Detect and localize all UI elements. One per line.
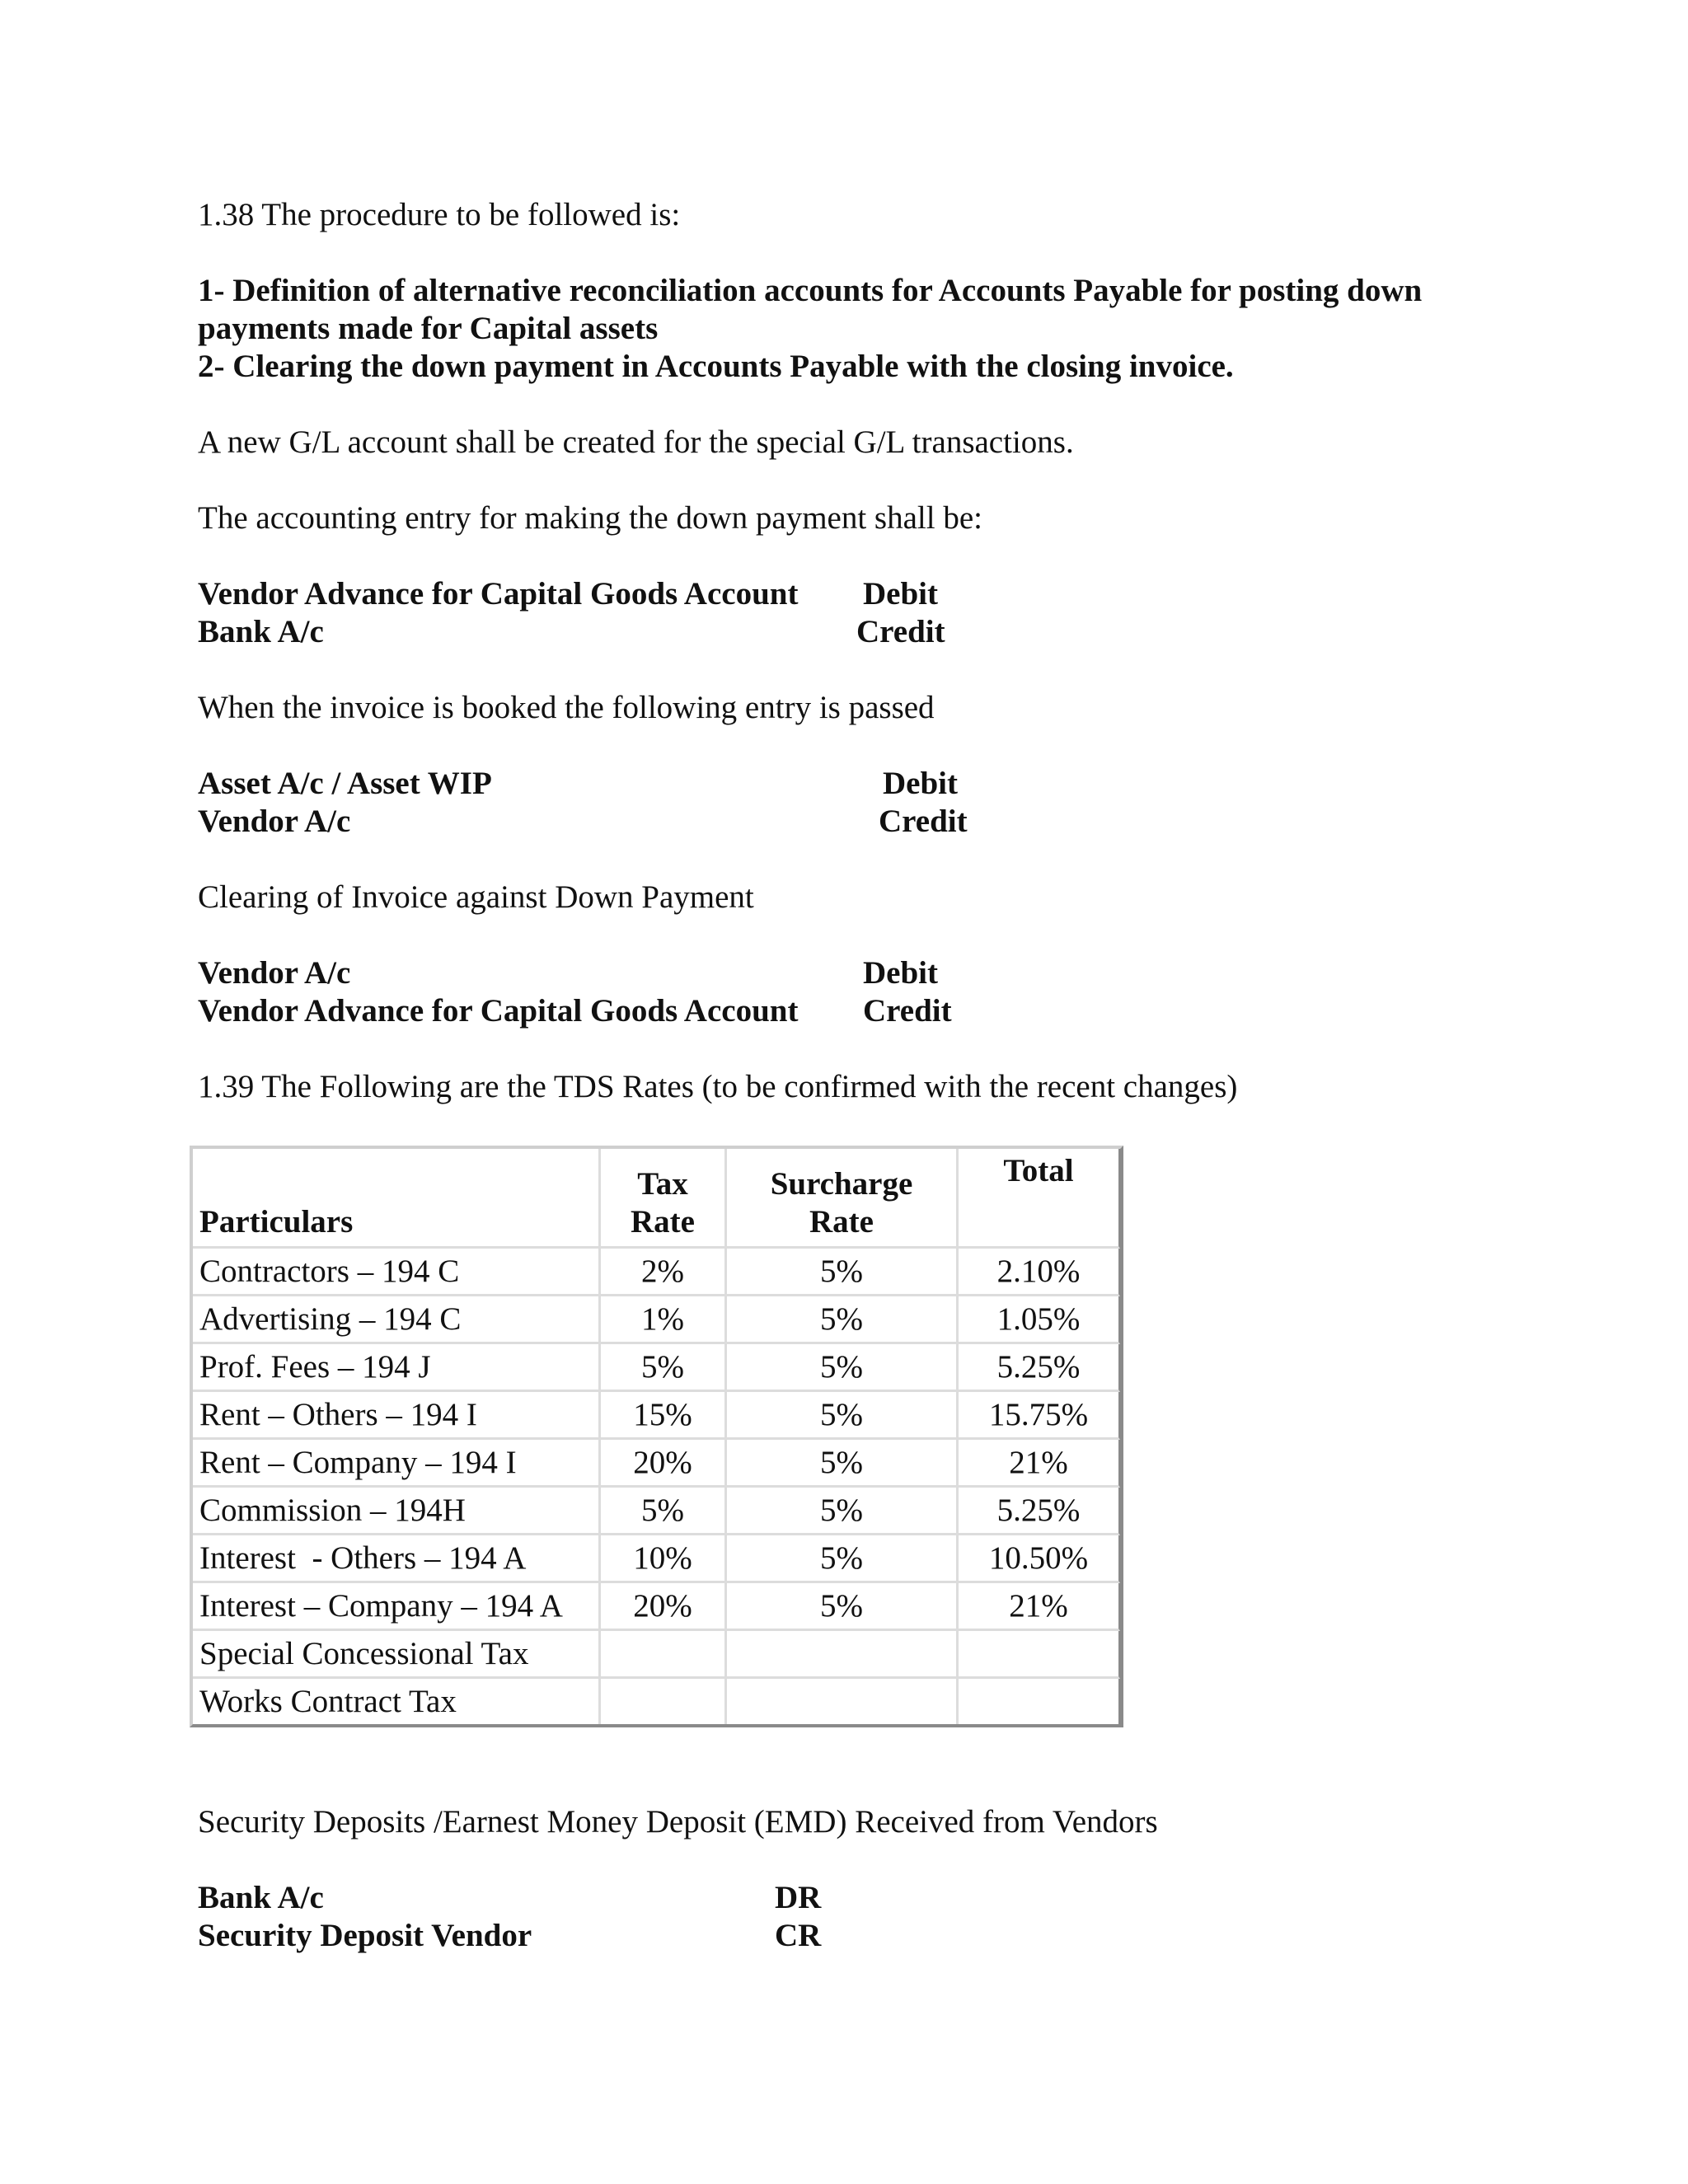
entry3-side-1: Debit <box>863 955 938 991</box>
cell-tax-rate: 5% <box>601 1344 727 1392</box>
cell-total: 10.50% <box>959 1535 1120 1583</box>
cell-particulars: Interest – Company – 194 A <box>193 1583 601 1631</box>
cell-tax-rate: 10% <box>601 1535 727 1583</box>
cell-particulars: Interest - Others – 194 A <box>193 1535 601 1583</box>
step-1-line-2: payments made for Capital assets <box>198 311 659 346</box>
entry3-side-2: Credit <box>863 993 952 1029</box>
cell-surcharge-rate: 5% <box>727 1392 959 1440</box>
cell-total: 1.05% <box>959 1296 1120 1344</box>
cell-surcharge-rate: 5% <box>727 1249 959 1296</box>
entry4-side-1: DR <box>775 1880 822 1915</box>
table-row <box>193 1296 1120 1344</box>
cell-total: 5.25% <box>959 1344 1120 1392</box>
cell-tax-rate: 2% <box>601 1249 727 1296</box>
cell-surcharge-rate: 5% <box>727 1535 959 1583</box>
clearing-intro: Clearing of Invoice against Down Payment <box>198 879 754 915</box>
entry2-side-2: Credit <box>879 804 968 839</box>
entry4-account-1: Bank A/c <box>198 1880 324 1915</box>
table-row <box>193 1249 1120 1296</box>
cell-total: 15.75% <box>959 1392 1120 1440</box>
cell-surcharge-rate: 5% <box>727 1583 959 1631</box>
cell-surcharge-rate <box>727 1631 959 1679</box>
cell-surcharge-rate: 5% <box>727 1296 959 1344</box>
table-row <box>193 1679 1120 1724</box>
cell-surcharge-rate: 5% <box>727 1440 959 1488</box>
security-deposit-intro: Security Deposits /Earnest Money Deposit (EMD) Received from Vendors <box>198 1804 1158 1840</box>
cell-particulars: Prof. Fees – 194 J <box>193 1344 601 1392</box>
cell-total: 5.25% <box>959 1488 1120 1535</box>
cell-tax-rate <box>601 1679 727 1724</box>
cell-total <box>959 1679 1120 1724</box>
table-row <box>193 1488 1120 1535</box>
cell-particulars: Rent – Others – 194 I <box>193 1392 601 1440</box>
cell-particulars: Commission – 194H <box>193 1488 601 1535</box>
entry1-side-1: Debit <box>863 576 938 612</box>
entry3-account-1: Vendor A/c <box>198 955 351 991</box>
cell-total: 21% <box>959 1440 1120 1488</box>
table-row <box>193 1440 1120 1488</box>
table-row <box>193 1344 1120 1392</box>
header-surcharge-rate: Surcharge Rate <box>727 1149 959 1249</box>
cell-total: 21% <box>959 1583 1120 1631</box>
entry3-account-2: Vendor Advance for Capital Goods Account <box>198 993 799 1029</box>
cell-particulars: Special Concessional Tax <box>193 1631 601 1679</box>
table-row <box>193 1535 1120 1583</box>
entry2-account-1: Asset A/c / Asset WIP <box>198 766 492 801</box>
cell-surcharge-rate <box>727 1679 959 1724</box>
invoice-intro: When the invoice is booked the following entry is passed <box>198 690 935 725</box>
cell-particulars: Advertising – 194 C <box>193 1296 601 1344</box>
table-row <box>193 1631 1120 1679</box>
table-row <box>193 1583 1120 1631</box>
entry1-account-1: Vendor Advance for Capital Goods Account <box>198 576 799 612</box>
cell-tax-rate: 15% <box>601 1392 727 1440</box>
cell-tax-rate: 5% <box>601 1488 727 1535</box>
entry1-side-2: Credit <box>856 614 945 649</box>
entry2-account-2: Vendor A/c <box>198 804 351 839</box>
entry4-side-2: CR <box>775 1918 822 1953</box>
cell-total: 2.10% <box>959 1249 1120 1296</box>
header-tax-rate: Tax Rate <box>601 1149 727 1249</box>
cell-tax-rate: 1% <box>601 1296 727 1344</box>
entry2-side-1: Debit <box>883 766 958 801</box>
cell-total <box>959 1631 1120 1679</box>
step-1-line-1: 1- Definition of alternative reconciliation accounts for Accounts Payable for posting down <box>198 273 1423 308</box>
cell-tax-rate: 20% <box>601 1440 727 1488</box>
table-header-row <box>193 1149 1120 1249</box>
cell-surcharge-rate: 5% <box>727 1344 959 1392</box>
cell-particulars: Rent – Company – 194 I <box>193 1440 601 1488</box>
section-1-38-heading: 1.38 The procedure to be followed is: <box>198 197 681 232</box>
cell-tax-rate: 20% <box>601 1583 727 1631</box>
cell-particulars: Contractors – 194 C <box>193 1249 601 1296</box>
gl-account-note: A new G/L account shall be created for the special G/L transactions. <box>198 424 1074 460</box>
tds-rates-table <box>190 1146 1123 1727</box>
entry1-account-2: Bank A/c <box>198 614 324 649</box>
cell-particulars: Works Contract Tax <box>193 1679 601 1724</box>
cell-tax-rate <box>601 1631 727 1679</box>
header-particulars: Particulars <box>193 1149 601 1249</box>
entry4-account-2: Security Deposit Vendor <box>198 1918 532 1953</box>
section-1-39-heading: 1.39 The Following are the TDS Rates (to be confirmed with the recent changes) <box>198 1069 1238 1104</box>
table-row <box>193 1392 1120 1440</box>
cell-surcharge-rate: 5% <box>727 1488 959 1535</box>
header-total: Total <box>959 1149 1120 1249</box>
down-payment-intro: The accounting entry for making the down payment shall be: <box>198 500 982 536</box>
step-2: 2- Clearing the down payment in Accounts Payable with the closing invoice. <box>198 349 1234 384</box>
